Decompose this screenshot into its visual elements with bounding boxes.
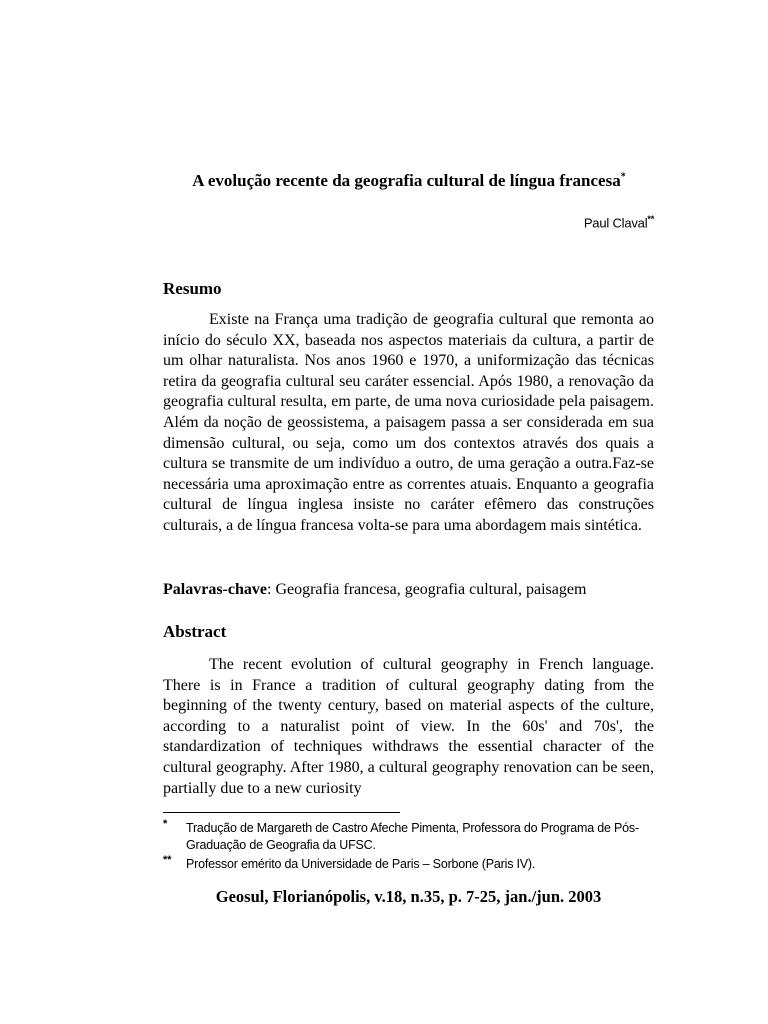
resumo-heading: Resumo: [163, 279, 222, 298]
footnote-author-affiliation: [163, 856, 663, 873]
title-footnote-mark: *: [620, 171, 626, 183]
author-line: [584, 214, 654, 230]
footnote-text: Professor emérito da Universidade de Paris – Sorbone (Paris IV).: [186, 857, 536, 871]
author-footnote-mark: **: [647, 214, 654, 224]
journal-name: Geosul: [215, 887, 265, 906]
footnote-translation: [163, 820, 663, 853]
footnote-mark: *: [163, 818, 168, 830]
journal-citation: [163, 887, 654, 907]
footnote-divider: [163, 812, 400, 813]
paper-title: [164, 168, 654, 194]
abstract-heading: Abstract: [163, 622, 227, 641]
abstract-body: The recent evolution of cultural geography in French language. There is in France a tradition of cultural geography dating from the beginning of the twenty century, based on material aspects of the culture, according to a naturalist point of view. In the 60s' and 70s', the standardization of techniques withdraws the essential character of the cultural geography. After 1980, a cultural geography renovation can be seen, partially due to a new curiosity: [163, 656, 654, 797]
footnote-mark: **: [163, 854, 172, 866]
paper-title-text: A evolução recente da geografia cultural de língua francesa: [192, 171, 621, 190]
author-name: Paul Claval: [583, 215, 648, 231]
resumo-body: Existe na França uma tradição de geografia cultural que remonta ao início do século XX, baseada nos aspectos materiais da cultura, a partir de um olhar naturalista. Nos anos 1960 e 1970, a uniformização das técnicas retira da geografia cultural seu caráter essencial. Após 1980, a renovação da geografia cultural resulta, em parte, de uma nova curiosidade pela paisagem. Além da noção de geossistema, a paisagem passa a ser considerada em sua dimensão cultural, ou seja, como um dos contextos através dos quais a cultura se transmite de um indivíduo a outro, de uma geração a outra.Faz-se necessária uma aproximação entre as correntes atuais. Enquanto a geografia cultural de língua inglesa insiste no caráter efêmero das construções culturais, a de língua francesa volta-se para uma abordagem mais sintética.: [163, 311, 654, 534]
keywords-line: [163, 580, 586, 601]
keywords-separator: :: [266, 581, 272, 598]
keywords-label: Palavras-chave: [163, 581, 267, 598]
footnote-text: Tradução de Margareth de Castro Afeche Pimenta, Professora do Programa de Pós-Graduação de Geografia da UFSC.: [186, 821, 639, 852]
keywords-values: Geografia francesa, geografia cultural, paisagem: [271, 581, 587, 598]
citation-details: , Florianópolis, v.18, n.35, p. 7-25, jan./jun. 2003: [264, 887, 602, 906]
